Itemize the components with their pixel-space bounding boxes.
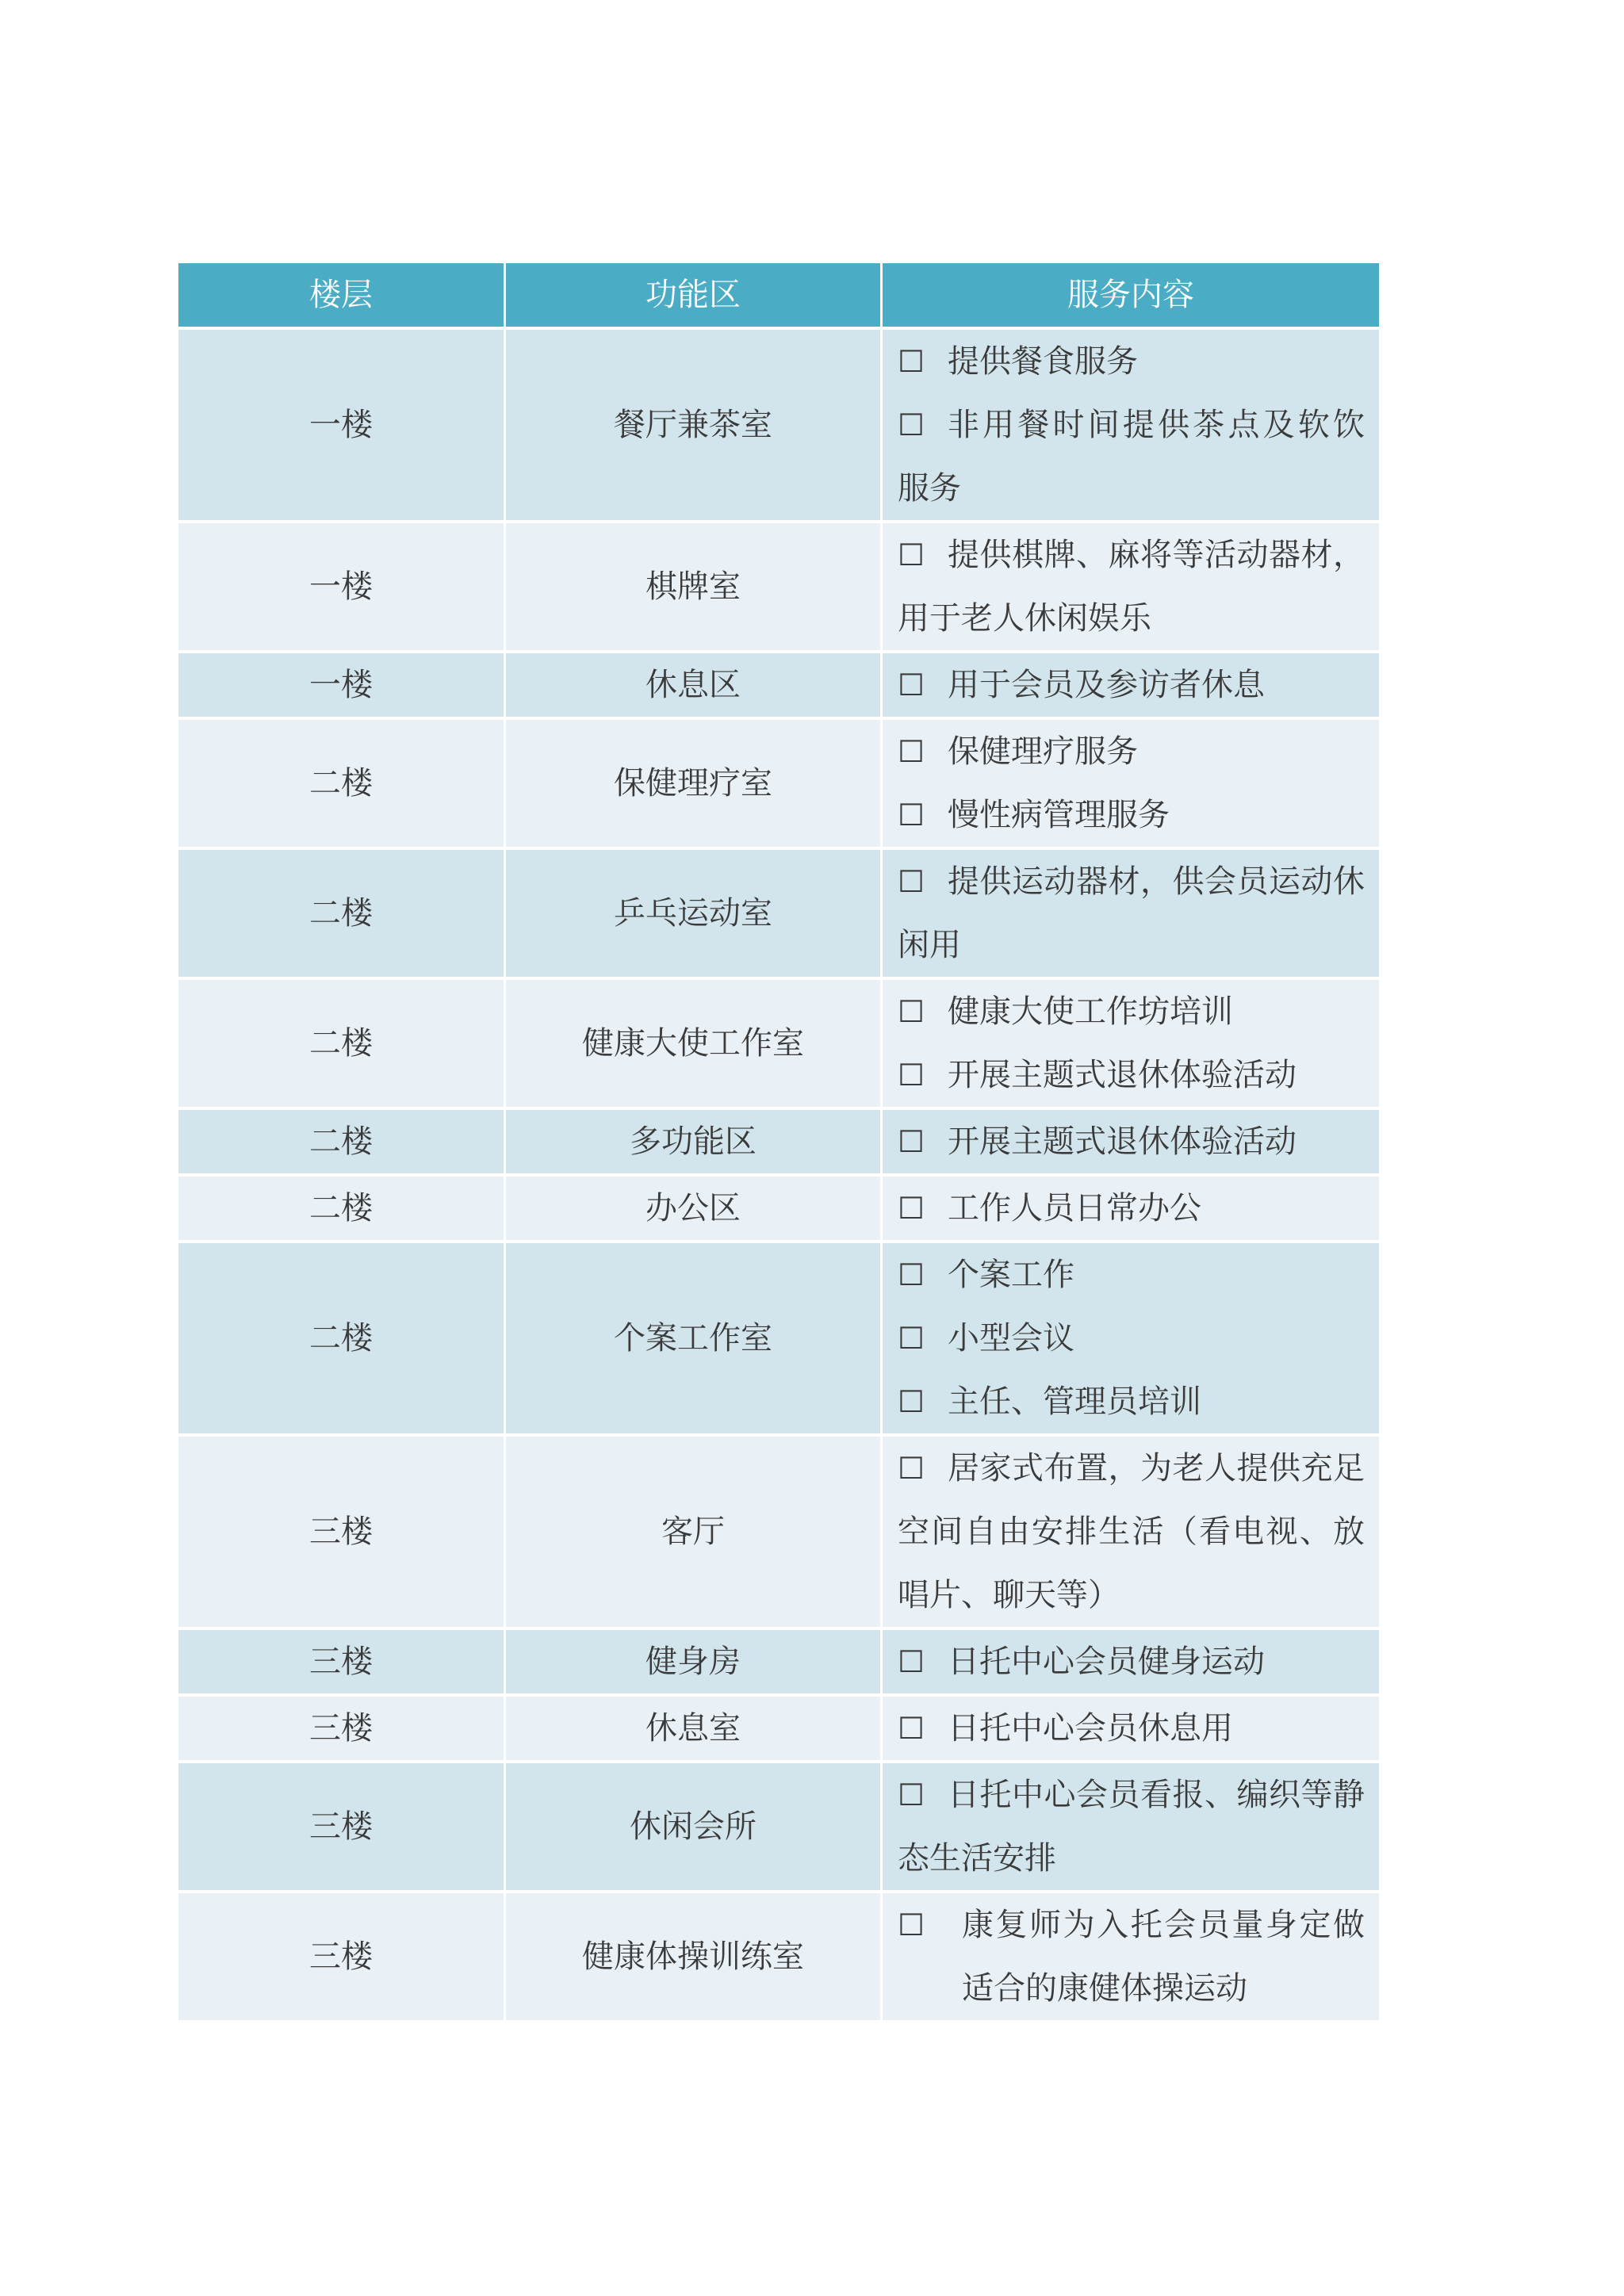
services-cell (883, 1763, 1379, 1890)
facility-table (178, 263, 1379, 2020)
header-services (883, 263, 1379, 327)
service-item (898, 783, 1365, 847)
service-item (898, 1697, 1365, 1760)
checkbox-icon: ☐ (898, 408, 925, 442)
floor-cell (178, 1893, 504, 2020)
services-cell (883, 1697, 1379, 1760)
service-item (898, 1437, 1365, 1627)
floor-cell (178, 1177, 504, 1240)
service-text-continued: 闲用 (898, 927, 961, 963)
area-cell (506, 1697, 880, 1760)
service-line (898, 1763, 1365, 1827)
area-label: 健身房 (645, 1644, 741, 1680)
floor-label: 二楼 (309, 1320, 373, 1357)
service-text: 日托中心会员看报、编织等静 (948, 1777, 1365, 1813)
service-item (898, 393, 1365, 520)
services-cell (883, 1630, 1379, 1693)
service-text-continued: 用于老人休闲娱乐 (898, 600, 1151, 637)
checkbox-icon: ☐ (898, 1058, 925, 1093)
floor-label: 二楼 (309, 765, 373, 802)
service-line (898, 1243, 1365, 1307)
checkbox-icon: ☐ (898, 1321, 925, 1356)
floor-label: 二楼 (309, 1190, 373, 1226)
services-cell (883, 1177, 1379, 1240)
area-cell (506, 330, 880, 520)
floor-cell (178, 1697, 504, 1760)
service-text: 提供棋牌、麻将等活动器材， (948, 537, 1365, 573)
service-text: 用于会员及参访者休息 (948, 667, 1265, 703)
area-cell (506, 1763, 880, 1890)
service-text: 非用餐时间提供茶点及软饮 (948, 407, 1365, 443)
floor-cell (178, 1630, 504, 1693)
area-cell (506, 523, 880, 650)
service-text: 提供餐食服务 (948, 343, 1138, 380)
service-text: 提供运动器材，供会员运动休 (948, 863, 1365, 900)
floor-label: 一楼 (309, 568, 373, 605)
area-label: 棋牌室 (645, 568, 741, 605)
checkbox-icon: ☐ (898, 1257, 925, 1292)
service-item (898, 1307, 1365, 1370)
checkbox-icon: ☐ (898, 1777, 925, 1812)
area-label: 休息区 (645, 667, 741, 703)
service-line (898, 653, 1365, 717)
checkbox-icon: ☐ (898, 1711, 925, 1746)
service-line (898, 1110, 1365, 1173)
service-text: 保健理疗服务 (948, 733, 1138, 770)
services-cell (883, 720, 1379, 847)
service-item (898, 1243, 1365, 1307)
floor-cell (178, 523, 504, 650)
area-cell (506, 1110, 880, 1173)
service-item (898, 1177, 1365, 1240)
header-services-label: 服务内容 (1067, 277, 1194, 313)
header-floor-label: 楼层 (309, 277, 373, 313)
services-cell (883, 523, 1379, 650)
services-cell (883, 1437, 1379, 1627)
area-cell (506, 653, 880, 717)
area-label: 客厅 (661, 1513, 725, 1550)
service-item (898, 1763, 1365, 1890)
area-label: 乒乓运动室 (614, 895, 772, 932)
checkbox-icon: ☐ (898, 1908, 925, 1942)
floor-label: 三楼 (309, 1513, 373, 1550)
checkbox-icon: ☐ (898, 734, 925, 769)
checkbox-icon: ☐ (898, 1451, 925, 1486)
floor-label: 三楼 (309, 1710, 373, 1747)
service-line (898, 1437, 1365, 1500)
service-item (898, 850, 1365, 977)
checkbox-icon: ☐ (898, 668, 925, 702)
service-item (898, 1370, 1365, 1433)
area-cell (506, 1243, 880, 1433)
service-text: 主任、管理员培训 (948, 1383, 1201, 1420)
service-line (898, 1307, 1365, 1370)
checkbox-icon: ☐ (898, 798, 925, 832)
area-label: 休息室 (645, 1710, 741, 1747)
area-cell (506, 980, 880, 1107)
floor-label: 三楼 (309, 1644, 373, 1680)
services-cell (883, 850, 1379, 977)
service-text-continued: 态生活安排 (898, 1840, 1056, 1877)
checkbox-icon: ☐ (898, 1644, 925, 1679)
floor-label: 二楼 (309, 1123, 373, 1160)
checkbox-icon: ☐ (898, 1384, 925, 1419)
service-line (898, 783, 1365, 847)
floor-cell (178, 980, 504, 1107)
service-line (898, 1630, 1365, 1693)
floor-cell (178, 1437, 504, 1627)
service-item (898, 653, 1365, 717)
area-label: 餐厅兼茶室 (614, 407, 772, 443)
floor-label: 三楼 (309, 1938, 373, 1975)
service-item (898, 1043, 1365, 1107)
checkbox-icon: ☐ (898, 1124, 925, 1159)
service-text-continued: 唱片、聊天等） (898, 1577, 1120, 1613)
floor-label: 三楼 (309, 1808, 373, 1845)
service-line (898, 1177, 1365, 1240)
service-item (898, 720, 1365, 783)
service-line (898, 1893, 1365, 1957)
service-line (898, 393, 1365, 457)
floor-cell (178, 1243, 504, 1433)
area-cell (506, 720, 880, 847)
service-line (898, 330, 1365, 393)
service-text: 健康大使工作坊培训 (948, 993, 1233, 1030)
checkbox-icon: ☐ (898, 538, 925, 572)
header-floor (178, 263, 504, 327)
service-item (898, 1110, 1365, 1173)
service-text: 日托中心会员休息用 (948, 1710, 1233, 1747)
service-line (898, 1043, 1365, 1107)
service-item (898, 330, 1365, 393)
area-cell (506, 850, 880, 977)
floor-cell (178, 720, 504, 847)
service-text: 工作人员日常办公 (948, 1190, 1201, 1226)
area-label: 个案工作室 (614, 1320, 772, 1357)
service-text: 居家式布置，为老人提供充足 (948, 1450, 1365, 1487)
service-text: 个案工作 (948, 1257, 1074, 1293)
service-line (898, 980, 1365, 1043)
area-label: 健康体操训练室 (582, 1938, 804, 1975)
area-cell (506, 1893, 880, 2020)
floor-cell (178, 1763, 504, 1890)
area-label: 多功能区 (630, 1123, 756, 1160)
services-cell (883, 1243, 1379, 1433)
checkbox-icon: ☐ (898, 1191, 925, 1226)
service-text: 开展主题式退休体验活动 (948, 1123, 1297, 1160)
floor-cell (178, 653, 504, 717)
service-text-continued: 适合的康健体操运动 (962, 1970, 1247, 2007)
services-cell (883, 653, 1379, 717)
area-cell (506, 1177, 880, 1240)
service-item (898, 523, 1365, 650)
area-label: 休闲会所 (630, 1808, 756, 1845)
floor-label: 一楼 (309, 667, 373, 703)
service-text: 日托中心会员健身运动 (948, 1644, 1265, 1680)
service-item (898, 980, 1365, 1043)
service-line (898, 523, 1365, 587)
header-area-label: 功能区 (645, 277, 741, 313)
service-text: 慢性病管理服务 (948, 797, 1170, 833)
floor-label: 一楼 (309, 407, 373, 443)
checkbox-icon: ☐ (898, 344, 925, 379)
checkbox-icon: ☐ (898, 994, 925, 1029)
header-area (506, 263, 880, 327)
area-label: 保健理疗室 (614, 765, 772, 802)
floor-cell (178, 1110, 504, 1173)
service-item (898, 1893, 1365, 2020)
service-text: 小型会议 (948, 1320, 1074, 1357)
services-cell (883, 1893, 1379, 2020)
area-label: 办公区 (645, 1190, 741, 1226)
floor-label: 二楼 (309, 895, 373, 932)
service-text-continued: 服务 (898, 470, 961, 507)
services-cell (883, 980, 1379, 1107)
checkbox-icon: ☐ (898, 864, 925, 899)
service-line (898, 1370, 1365, 1433)
service-line (898, 850, 1365, 913)
area-cell (506, 1437, 880, 1627)
area-label: 健康大使工作室 (582, 1025, 804, 1062)
services-cell (883, 330, 1379, 520)
service-text-continued: 空间自由安排生活（看电视、放 (898, 1513, 1365, 1550)
service-text: 开展主题式退休体验活动 (948, 1057, 1297, 1093)
service-line (898, 720, 1365, 783)
floor-cell (178, 330, 504, 520)
service-text: 康复师为入托会员量身定做 (962, 1907, 1365, 1943)
area-cell (506, 1630, 880, 1693)
floor-label: 二楼 (309, 1025, 373, 1062)
floor-cell (178, 850, 504, 977)
service-line (898, 1697, 1365, 1760)
services-cell (883, 1110, 1379, 1173)
service-item (898, 1630, 1365, 1693)
